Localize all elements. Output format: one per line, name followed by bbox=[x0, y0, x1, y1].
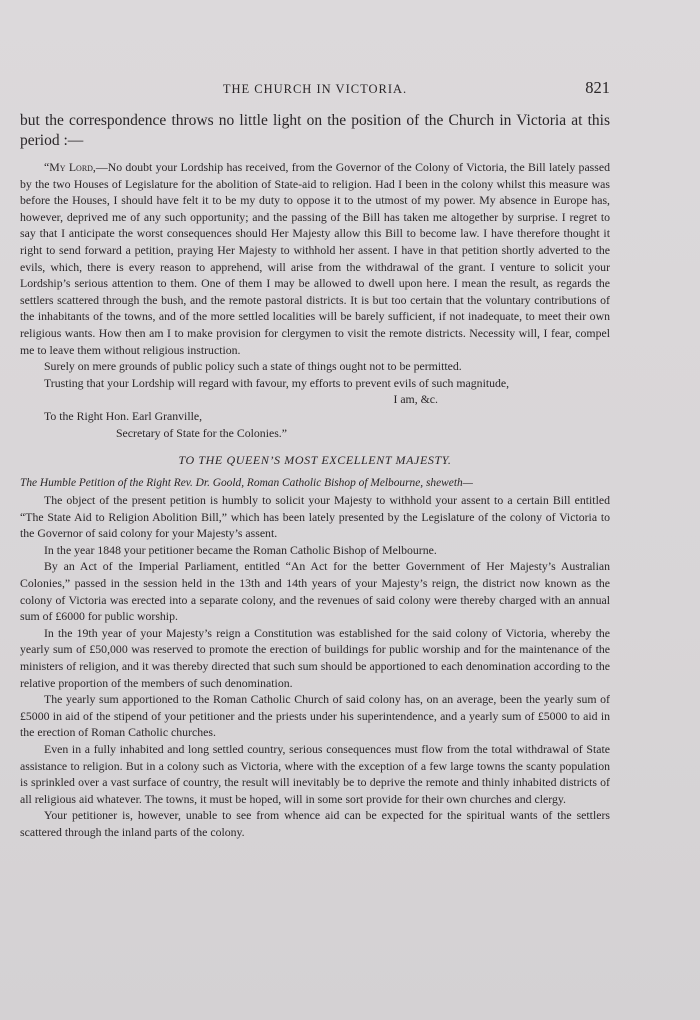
letter-body: —No doubt your Lordship has received, from the Governor of the Colony of Victoria, the Bill lately passed by the two Houses of Legislature for the abolition of State-aid to religion. Had I been in the colony whilst this measure was before the Houses, I should have felt it to be my duty to oppose it to the utmost of my power. My absence in Europe has, however, deprived me of any such opportunity; and the passing of the Bill has taken me altogether by surprise. I regret to say that I anticipate the worst consequences should Her Majesty allow this Bill to become law. I have therefore thought it right to send forward a petition, praying Her Majesty to withhold her assent. I have in that petition shortly adverted to the evils, which, there is every reason to apprehend, will arise from the withdrawal of the grant. I venture to solicit your Lordship’s serious attention to them. One of them I may be allowed to dwell upon here. I mean the result, as regards the settlers scattered through the bush, and the remote pastoral districts. It is but too certain that the voluntary contributions of the inhabitants of the towns, and of the more settled localities will be barely sufficient, if not inadequate, to meet their own religious wants. How then am I to make provision for clergymen to visit the remote districts. Necessity will, I fear, compel me to leave them without religious instruction. bbox=[20, 160, 610, 357]
page-number: 821 bbox=[585, 78, 610, 97]
page-body bbox=[20, 111, 610, 841]
opening-quote: “ bbox=[44, 160, 50, 174]
letter-salutation: My Lord, bbox=[49, 160, 96, 174]
letter-paragraph bbox=[20, 159, 610, 358]
letter-paragraph: Trusting that your Lordship will regard with favour, my efforts to prevent evils of such magnitude, bbox=[44, 375, 510, 390]
letter-signoff: I am, &c. bbox=[393, 392, 438, 407]
petition bbox=[20, 451, 610, 840]
petition-paragraph: In the 19th year of your Majesty’s reign a Constitution was established for the said colony of Victoria, whereby the yearly sum of £50,000 was reserved to promote the erection of buildings for public worship and for the maintenance of the ministers of religion, and it was thereby directed that such sum should be apportioned to each denomination according to the relative proportion of the members of such denomination. bbox=[20, 625, 610, 690]
petition-paragraph: The yearly sum apportioned to the Roman Catholic Church of said colony has, on an average, been the yearly sum of £5000 in aid of the stipend of your petitioner and the priests under his superintendence, and a yearly sum of £5000 to aid in the erection of Roman Catholic churches. bbox=[20, 692, 610, 740]
letter-addressee: To the Right Hon. Earl Granville, bbox=[44, 408, 203, 423]
lead-paragraph: but the correspondence throws no little light on the position of the Church in Victoria at this period :— bbox=[20, 112, 610, 149]
petition-intro: The Humble Petition of the Right Rev. Dr. Goold, Roman Catholic Bishop of Melbourne, sheweth— bbox=[20, 477, 473, 490]
petition-paragraph: By an Act of the Imperial Parliament, entitled “An Act for the better Government of Her Majesty’s Australian Colonies,” passed in the session held in the 13th and 14th years of your Majesty’s reign, the district now known as the colony of Victoria was erected into a separate colony, and the revenues of said colony were thereby charged with an annual sum of £6000 for public worship. bbox=[20, 559, 610, 624]
petition-paragraph: Your petitioner is, however, unable to see from whence aid can be expected for the spiritual wants of the settlers scattered through the inland parts of the colony. bbox=[20, 808, 610, 839]
page-header bbox=[20, 78, 610, 100]
letter-paragraph: Surely on mere grounds of public policy such a state of things ought not to be permitted. bbox=[44, 359, 462, 374]
letter bbox=[20, 159, 610, 441]
petition-title: TO THE QUEEN’S MOST EXCELLENT MAJESTY. bbox=[178, 453, 452, 468]
running-title: THE CHURCH IN VICTORIA. bbox=[222, 82, 408, 96]
petition-paragraph: In the year 1848 your petitioner became the Roman Catholic Bishop of Melbourne. bbox=[44, 542, 437, 557]
petition-paragraph: The object of the present petition is humbly to solicit your Majesty to withhold your assent to a certain Bill entitled “The State Aid to Religion Abolition Bill,” which has been lately presented by the Legislature of the colony of Victoria to the Governor of said colony for your Majesty’s assent. bbox=[20, 493, 610, 541]
petition-paragraph: Even in a fully inhabited and long settled country, serious consequences must flow from the total withdrawal of State assistance to religion. But in a colony such as Victoria, where with the exception of a few large towns the scanty population is sprinkled over a vast surface of country, the result will inevitably be to deprive the remote and thinly inhabited districts of all religious aid whatever. The towns, it must be hoped, will in some sort provide for their own churches and clergy. bbox=[20, 742, 610, 806]
letter-addressee-title: Secretary of State for the Colonies.” bbox=[116, 425, 287, 440]
